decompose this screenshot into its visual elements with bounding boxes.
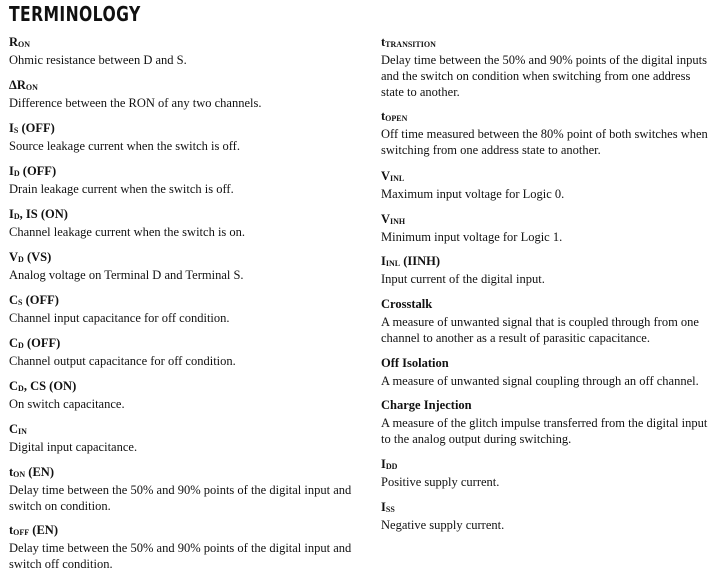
term-description: Ohmic resistance between D and S.	[9, 53, 187, 67]
term-symbol: C	[9, 379, 19, 393]
term-ttransition	[381, 34, 711, 108]
term-symbol: V	[381, 211, 391, 226]
term-id-off	[9, 163, 359, 206]
term-title	[9, 292, 359, 310]
term-title	[9, 34, 359, 52]
term-description: Delay time between the 50% and 90% points of the digital input and switch off condition.	[9, 541, 352, 571]
term-subscript: D	[13, 169, 20, 178]
term-suffix: (EN)	[25, 465, 54, 479]
term-iss	[381, 499, 711, 542]
term-symbol: V	[381, 169, 391, 183]
term-subscript: TRANSITION	[385, 40, 436, 49]
term-description: Negative supply current.	[381, 517, 505, 532]
term-cs-off	[9, 292, 359, 335]
term-suffix: (VS)	[23, 250, 52, 264]
term-description: Difference between the RON of any two channels.	[9, 96, 262, 110]
term-description: Input current of the digital input.	[381, 272, 545, 286]
term-description: Digital input capacitance.	[9, 440, 138, 454]
term-delta-ron	[9, 77, 359, 120]
term-title	[9, 249, 359, 267]
term-idd	[381, 456, 711, 499]
term-description: Delay time between the 50% and 90% points of the digital inputs and the switch on condition when switching from one address state to another.	[381, 53, 707, 99]
term-title	[381, 296, 711, 314]
term-title	[9, 378, 359, 396]
term-symbol: Crosstalk	[381, 296, 433, 311]
term-symbol: C	[9, 422, 19, 436]
term-subscript: S	[18, 298, 23, 307]
term-symbol: ΔR	[9, 78, 26, 92]
term-cin	[9, 421, 359, 464]
term-symbol: Off Isolation	[381, 355, 449, 370]
term-description: Off time measured between the 80% point of both switches when switching from one address state to another.	[381, 127, 708, 157]
term-description: Maximum input voltage for Logic 0.	[381, 187, 565, 201]
term-description: Delay time between the 50% and 90% points of the digital input and switch on condition.	[9, 483, 352, 513]
term-symbol: I	[9, 121, 14, 135]
term-title	[381, 211, 711, 229]
term-symbol: t	[381, 35, 386, 49]
term-title	[381, 34, 711, 52]
term-description: Minimum input voltage for Logic 1.	[381, 229, 563, 244]
term-title	[381, 108, 711, 126]
term-symbol: R	[9, 35, 19, 49]
term-description: On switch capacitance.	[9, 397, 125, 411]
term-vd-vs	[9, 249, 359, 292]
term-vinl	[381, 168, 711, 211]
term-subscript: OFF	[13, 528, 30, 537]
term-charge-injection	[381, 397, 711, 456]
term-suffix: (OFF)	[22, 293, 59, 307]
term-symbol: t	[9, 465, 14, 479]
term-id-is-on	[9, 206, 359, 249]
term-subscript: D	[18, 255, 24, 264]
term-subscript: INL	[390, 174, 405, 183]
term-symbol: I	[9, 164, 14, 178]
term-symbol: t	[381, 109, 386, 123]
term-title	[9, 421, 359, 439]
term-symbol: I	[9, 207, 14, 221]
term-suffix: (OFF)	[19, 164, 57, 178]
term-toff-en	[9, 522, 359, 580]
term-subscript: ON	[13, 470, 26, 479]
right-column	[381, 34, 711, 541]
term-title	[381, 397, 711, 415]
term-description: Channel input capacitance for off condition.	[9, 311, 230, 325]
term-subscript: ON	[25, 83, 38, 92]
page-heading: TERMINOLOGY	[9, 2, 141, 26]
term-title	[381, 253, 711, 271]
term-ron	[9, 34, 359, 77]
term-symbol: I	[381, 254, 386, 268]
term-suffix: , IS (ON)	[19, 207, 68, 221]
term-description: Drain leakage current when the switch is off.	[9, 182, 234, 196]
term-iinl-iinh	[381, 253, 711, 296]
term-cd-cs-on	[9, 378, 359, 421]
term-title	[9, 206, 359, 224]
term-symbol: V	[9, 250, 19, 264]
term-symbol: I	[381, 499, 386, 514]
term-suffix: , CS (ON)	[23, 379, 77, 393]
term-description: Analog voltage on Terminal D and Terminal S.	[9, 268, 244, 282]
term-description: A measure of unwanted signal coupling through an off channel.	[381, 373, 699, 388]
term-description: Positive supply current.	[381, 475, 500, 489]
term-ton-en	[9, 464, 359, 522]
term-topen	[381, 108, 711, 168]
term-title	[381, 499, 711, 517]
term-title	[381, 168, 711, 186]
term-title	[9, 77, 359, 95]
term-subscript: IN	[18, 427, 27, 436]
term-subscript: D	[18, 384, 24, 393]
term-subscript: DD	[385, 462, 398, 471]
term-symbol: C	[9, 293, 19, 307]
term-symbol: C	[9, 336, 19, 350]
term-description: A measure of unwanted signal that is coupled through from one channel to another as a result of parasitic capacitance.	[381, 314, 699, 345]
term-suffix: (OFF)	[18, 121, 55, 135]
term-subscript: D	[18, 341, 24, 350]
term-title	[9, 335, 359, 353]
term-subscript: OPEN	[385, 114, 408, 123]
term-symbol: I	[381, 457, 386, 471]
term-title	[9, 464, 359, 482]
term-description: Source leakage current when the switch is off.	[9, 139, 240, 153]
term-description: Channel output capacitance for off condition.	[9, 354, 236, 368]
term-crosstalk	[381, 296, 711, 355]
term-title	[381, 456, 711, 474]
term-off-isolation	[381, 355, 711, 398]
term-subscript: ON	[18, 40, 31, 49]
term-cd-off	[9, 335, 359, 378]
term-subscript: INL	[385, 259, 401, 268]
term-suffix: (IINH)	[400, 254, 441, 268]
left-column	[9, 34, 359, 580]
term-subscript: S	[13, 126, 19, 135]
term-title	[381, 355, 711, 373]
term-suffix: (EN)	[29, 523, 58, 537]
term-subscript: INH	[390, 216, 406, 226]
term-symbol: t	[9, 523, 14, 537]
term-symbol: Charge Injection	[381, 398, 472, 412]
term-vinh	[381, 211, 711, 254]
term-title	[9, 120, 359, 138]
term-suffix: (OFF)	[23, 336, 61, 350]
term-title	[9, 163, 359, 181]
term-subscript: D	[13, 212, 20, 221]
term-description: A measure of the glitch impulse transferred from the digital input to the analog output during switching.	[381, 416, 708, 446]
term-is-off	[9, 120, 359, 163]
term-title	[9, 522, 359, 540]
term-subscript: SS	[385, 504, 395, 514]
term-description: Channel leakage current when the switch is on.	[9, 225, 246, 239]
